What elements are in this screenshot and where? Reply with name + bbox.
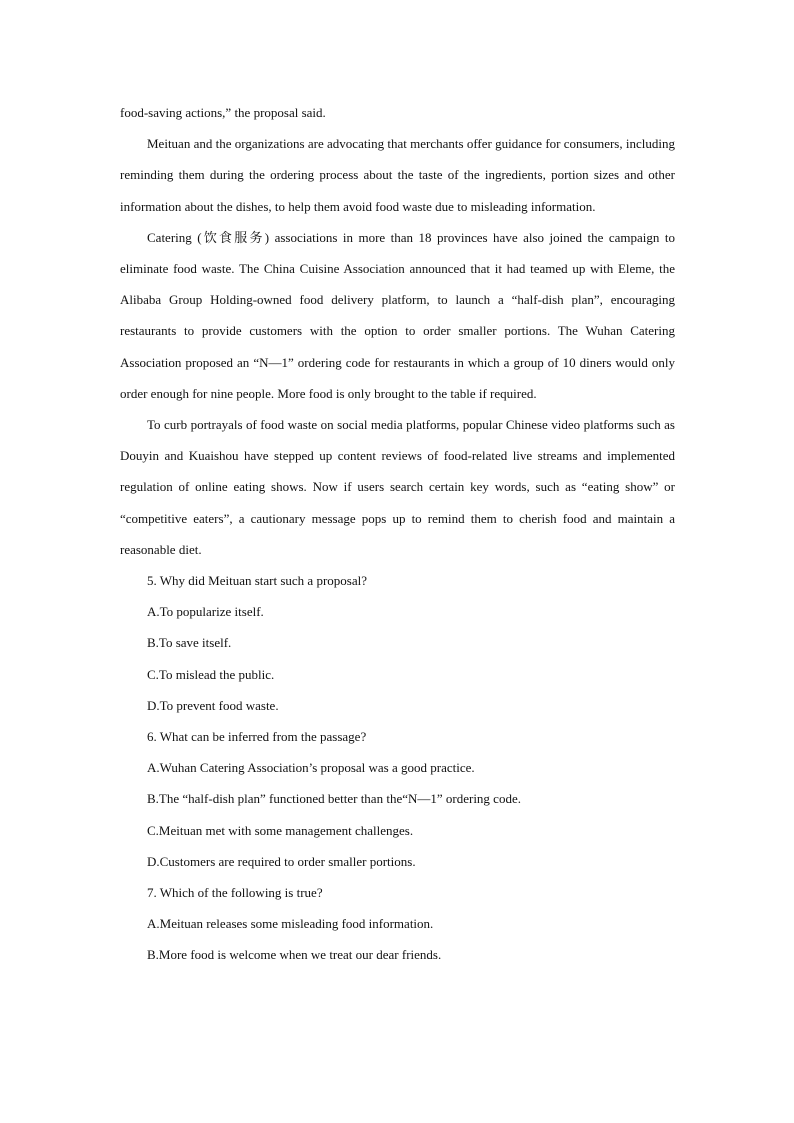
question-7-option-b: B.More food is welcome when we treat our dear friends.: [147, 947, 442, 963]
question-5-option-d: D.To prevent food waste.: [147, 697, 279, 713]
passage-paragraph-0: food-saving actions,” the proposal said.: [120, 105, 326, 120]
question-6-option-d: D.Customers are required to order smaller portions.: [147, 853, 416, 869]
question-5-stem: 5. Why did Meituan start such a proposal?: [147, 573, 367, 589]
passage-paragraph-1: Meituan and the organizations are advocating that merchants offer guidance for consumers, including reminding them during the ordering process about the taste of the ingredients, portion sizes and other information about the dishes, to help them avoid food waste due to misleading information.: [120, 136, 675, 214]
question-5-option-b: B.To save itself.: [147, 635, 232, 651]
document-page: [120, 97, 675, 971]
question-6: [120, 721, 675, 877]
question-6-stem: 6. What can be inferred from the passage?: [147, 729, 367, 745]
question-5-option-c: C.To mislead the public.: [147, 666, 275, 682]
passage-paragraph-2: Catering (饮食服务) associations in more than 18 provinces have also joined the campaign to eliminate food waste. The China Cuisine Association announced that it had teamed up with Eleme, the Alibaba Group Holding-owned food delivery platform, to launch a “half-dish plan”, encouraging restaurants to provide customers with the option to order smaller portions. The Wuhan Catering Association proposed an “N—1” ordering code for restaurants in which a group of 10 diners would only order enough for nine people. More food is only brought to the table if required.: [120, 229, 675, 401]
passage-paragraph-3: To curb portrayals of food waste on social media platforms, popular Chinese video platforms such as Douyin and Kuaishou have stepped up content reviews of food-related live streams and implemented regulation of online eating shows. Now if users search certain key words, such as “eating show” or “competitive eaters”, a cautionary message pops up to remind them to cherish food and maintain a reasonable diet.: [120, 417, 675, 557]
question-5-option-a: A.To popularize itself.: [147, 604, 264, 620]
question-6-option-a: A.Wuhan Catering Association’s proposal was a good practice.: [147, 760, 475, 776]
question-5: [120, 565, 675, 721]
question-7-stem: 7. Which of the following is true?: [147, 885, 323, 901]
question-6-option-c: C.Meituan met with some management challenges.: [147, 822, 414, 838]
question-7: [120, 877, 675, 971]
question-7-option-a: A.Meituan releases some misleading food information.: [147, 916, 434, 932]
question-6-option-b: B.The “half-dish plan” functioned better than the“N—1” ordering code.: [147, 791, 521, 807]
